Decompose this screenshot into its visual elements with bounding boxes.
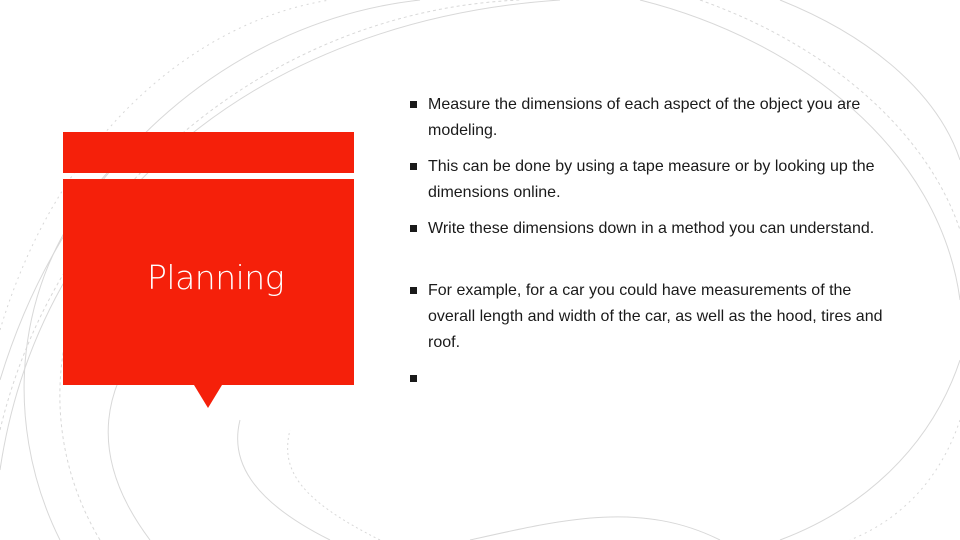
bullet-text: Measure the dimensions of each aspect of the object you are modeling. [428, 96, 861, 139]
accent-bar [63, 132, 354, 173]
bullet-square-icon [410, 101, 417, 108]
bullet-item [410, 154, 900, 206]
slide-title: Planning [147, 258, 285, 297]
bullet-square-icon [410, 287, 417, 294]
bullet-item [410, 92, 900, 144]
title-panel-pointer [194, 385, 222, 408]
bullet-text: Write these dimensions down in a method you can understand. [428, 220, 875, 237]
bullet-text: For example, for a car you could have measurements of the overall length and width of the car, as well as the hood, tires and roof. [428, 282, 883, 351]
bullet-text: This can be done by using a tape measure or by looking up the dimensions online. [428, 158, 875, 201]
bullet-square-icon [410, 225, 417, 232]
bullet-item [410, 278, 900, 356]
bullet-item [410, 216, 900, 242]
bullet-square-icon [410, 163, 417, 170]
bullet-square-icon [410, 375, 417, 382]
